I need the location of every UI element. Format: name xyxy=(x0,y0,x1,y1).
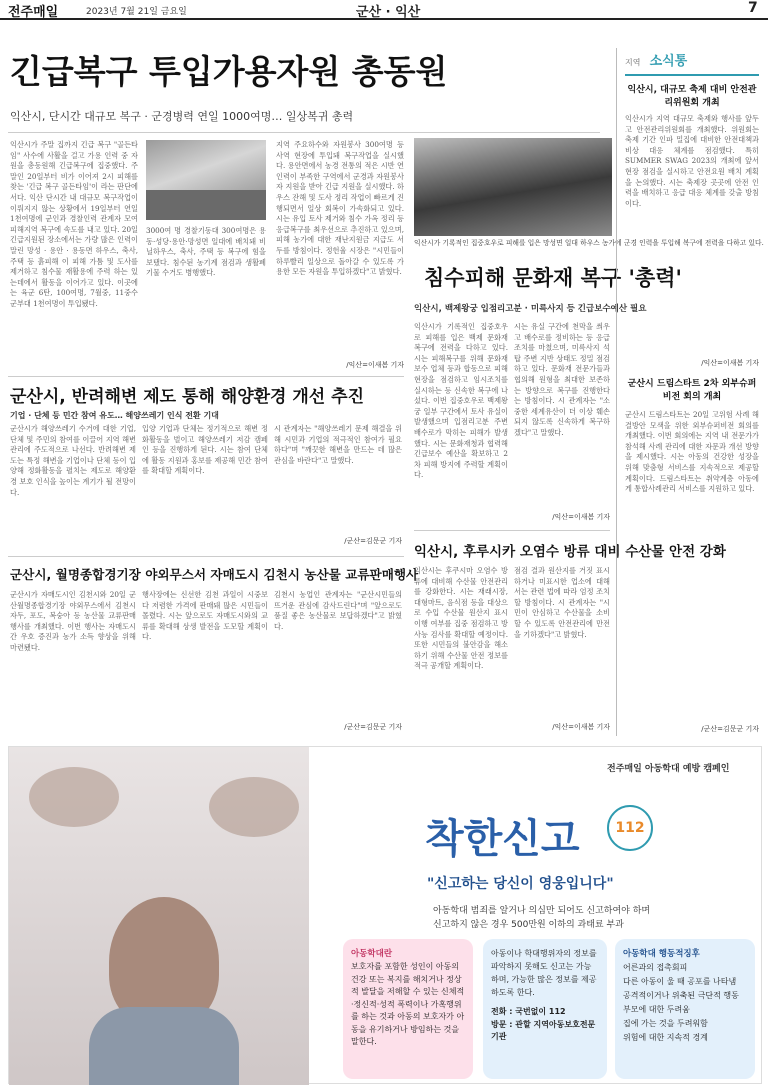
card1-title: 아동학대란 xyxy=(351,949,393,959)
divider xyxy=(8,556,404,557)
byline-a2: /익산=이새봄 기자 xyxy=(552,513,610,521)
ad-desc1: 아동학대 범죄를 알거나 의심만 되어도 신고하여야 하며 xyxy=(433,906,651,916)
photo-flood-damage xyxy=(146,140,266,220)
ad-slogan: "신고하는 당신이 영웅입니다" xyxy=(427,876,614,892)
byline-a4: /군산=김문군 기자 xyxy=(344,537,402,545)
divider xyxy=(8,132,600,133)
list-item: 공격적이거나 위축된 극단적 행동 xyxy=(623,991,739,1000)
card2-visit: 방문 : 관할 지역아동보호전문기관 xyxy=(491,1020,596,1041)
photo-caption: 익산시가 기록적인 집중호우로 피해를 입은 망성면 일대 하우스 농가에 군경 인력을 투입해 복구에 전력을 다하고 있다. xyxy=(414,239,764,247)
article-a5-col1: 군산시가 자매도시인 김천시와 20일 군산월명종합경기장 야외무스에서 김천시 자두, 포도, 복숭아 등 농산물 교류판매행사를 개최했다. 이번 행사는 자매도시 간 우호 증진과 농가 소득 향상을 위해 마련됐다. xyxy=(10,590,136,652)
article-a4-col3: 시 관계자는 "해양쓰레기 문제 해결을 위해 시민과 기업의 적극적인 참여가 필요하다"며 "깨끗한 해변을 만드는 데 많은 관심을 바란다"고 말했다. xyxy=(274,424,402,465)
article-a4-col2: 입양 기업과 단체는 정기적으로 해변 정화활동을 벌이고 해양쓰레기 저감 캠페인 등을 진행하게 된다. 시는 참여 단체에 활동 지원과 홍보를 제공해 민간 참여를 확대할 계획이다. xyxy=(142,424,268,476)
headline-a5: 군산시, 월명종합경기장 야외무스서 자매도시 김천시 농산물 교류판매행사 xyxy=(10,567,419,582)
article-a2-col1: 익산시가 기록적인 집중호우로 피해를 입은 백제 문화재 복구에 전력을 다하고 있다. 시는 피해복구를 위해 문화재 보수 업체 등과 합동으로 피해 현장을 점검하고 임시조치를 실시하는 등 신속한 복구에 나섰다. 이번 집중호우로 백제왕궁 일부 구간에서 토사 유실이 발생했으며 입점리고분 주변 배수로가 막히는 피해가 발생했다. 시는 문화재청과 협력해 긴급보수 예산을 확보하고 2차 피해 방지에 주력할 계획이다. xyxy=(414,322,508,480)
article-a3-col1: 익산시는 후쿠시마 오염수 방류에 대비해 수산물 안전관리를 강화한다. 시는 재래시장, 대형마트, 음식점 등을 대상으로 수입 수산물 원산지 표시 이행 여부를 집중 점검하고 방사능 검사를 확대할 예정이다. 또한 시민들의 불안감을 해소하기 위해 수산물 안전 정보를 적극 공개할 계획이다. xyxy=(414,566,508,671)
sidebar-news2-byline: /군산=김문군 기자 xyxy=(701,725,759,733)
byline-a3: /익산=이새봄 기자 xyxy=(552,723,610,731)
sidebar-title: 소식통 xyxy=(649,54,688,69)
sidebar-header xyxy=(625,50,759,76)
masthead xyxy=(0,0,768,20)
article-a1-col1: 익산시가 주말 집까지 긴급 복구 "골든타임" 사수에 사활을 걸고 가용 인력 중 자원을 총동원해 긴급복구에 집중했다. 주말인 20일부터 비가 이어져 2시 피해를 찾는 '긴급 복구 골든타임'이 라는 판단에서다. 익산 단시간 내 대규모 복구작업이 이뤄지지 않는 상황에서 19일부터 연일 1천여명에 군인과 경찰인력 관계자 모여 피해지역 복구에 속도를 내고 있다. 20일 긴급지원된 장소에서는 가량 많은 인력이 말린 망성 · 용안 · 용동면 하우스, 축사, 주택 등 흙피해 이 피해 가툼 및 도사를 제거하고 침수물 재활용에 주력 하는 있는데에서 활동을 이어가고 있다. 이곳에는 육군 6탄, 100여명, 7월중, 11중수 군부대 1천여명이 투입됐다. xyxy=(10,140,138,308)
headline-a4: 군산시, 반려해변 제도 통해 해양환경 개선 추진 xyxy=(10,387,364,407)
list-item: 어른과의 접촉회피 xyxy=(623,963,688,972)
newspaper-logo: 전주매일 xyxy=(8,5,59,20)
byline-a5: /군산=김문군 기자 xyxy=(344,723,402,731)
sidebar-tag: 지역 xyxy=(625,58,641,67)
card-definition xyxy=(343,939,473,1079)
subheadline-a2: 익산시, 백제왕궁 입점리고분 · 미륵사지 등 긴급보수예산 필요 xyxy=(414,304,647,314)
article-a5-col2: 행사장에는 신선한 김천 과일이 시중보다 저렴한 가격에 판매돼 많은 시민들이 몰렸다. 시는 앞으로도 자매도시와의 교류를 확대해 상생 발전을 도모할 계획이다. xyxy=(142,590,268,642)
ad-campaign-label: 전주매일 아동학대 예방 캠페인 xyxy=(607,764,730,774)
article-a1-col2: 지역 주요하수와 자원봉사 300여명 등 사역 현장에 투입돼 복구작업을 실시했다. 용안면에서 농경 전통의 적은 시반 연 인력이 부족한 구역에서 군경과 자원봉사자 지원을 받아 긴급 지원을 실시했다. 하우스 잔해 및 도사 정리 작업이 빠르게 진행되면서 일상 회복이 가속화되고 있다. 시는 유입 토사 제거와 침수 가옥 정리 등 응급복구를 최우선으로 추진하고 있으며, 피해 농가에 대한 재난지원금 지급도 서두를 방침이다. 정헌율 시장은 "시민들이 하루빨리 일상으로 돌아갈 수 있도록 가용한 모든 자원을 투입하겠다"고 밝혔다. xyxy=(276,140,404,277)
list-item: 위험에 대한 지속적 경계 xyxy=(623,1033,708,1042)
subheadline-a1: 익산시, 단시간 대규모 복구 · 군경병력 연일 1000여명… 일상복귀 총력 xyxy=(10,110,354,123)
headline-a1: 긴급복구 투입가용자원 총동원 xyxy=(10,52,448,91)
list-item: 부모에 대한 두려움 xyxy=(623,1005,690,1014)
sidebar-news xyxy=(616,48,762,736)
sidebar-news1-byline: /익산=이새봄 기자 xyxy=(701,359,759,367)
sidebar-news1-title: 익산시, 대규모 축제 대비 안전관리위원회 개최 xyxy=(627,85,757,108)
card-how-to-report xyxy=(483,939,607,1079)
ad-child-abuse-campaign xyxy=(8,746,762,1084)
ad-photo-crying-child xyxy=(9,747,309,1085)
card1-body: 보호자를 포함한 성인이 아동의 건강 또는 복지를 해치거나 정상적 발달을 저해할 수 있는 신체적·정신적·성적 폭력이나 가혹행위를 하는 것과 아동의 보호자가 아동을 유기하거나 방임하는 것을 말한다. xyxy=(351,962,465,1046)
section-title: 군산 · 익산 xyxy=(356,5,421,20)
card2-body: 아동이나 학대행위자의 정보를 파악하지 못해도 신고는 가능하며, 가능한 많은 정보를 제공하도록 한다. xyxy=(491,949,597,997)
sidebar-news2-title: 군산시 드림스타트 2차 외부슈퍼비전 회의 개최 xyxy=(627,379,757,402)
sidebar-news2-body: 군산시 드림스타트는 20일 고위험 사례 해결방안 모색을 위한 외부슈퍼비전 회의를 개최했다. 이번 회의에는 지역 내 전문가가 참석해 사례 관리에 대한 자문과 개선 방향을 제시했다. 시는 아동의 건강한 성장을 위해 맞춤형 서비스를 지속적으로 제공할 계획이다. 드림스타트는 취약계층 아동에게 통합사례관리 서비스를 지원하고 있다. xyxy=(625,410,759,494)
card2-phone: 전화 : 국번없이 112 xyxy=(491,1007,566,1016)
issue-date: 2023년 7월 21일 금요일 xyxy=(86,7,187,17)
divider xyxy=(8,376,404,377)
page-number: 7 xyxy=(748,0,758,16)
sidebar-news1-body: 익산시가 지역 대규모 축제와 행사를 앞두고 안전관리위원회를 개최했다. 위원회는 축제 기간 인파 밀집에 대비한 안전대책과 비상 대응 체계를 점검했다. 특히 SUMMER SWAG 2023의 개최에 앞서 현장 점검을 실시하고 안전요원 배치 계획을 논의했다. 시는 축제장 곳곳에 안전 인력을 배치하고 응급 대응 체계를 갖출 방침이다. xyxy=(625,114,759,208)
subheadline-a4: 기업 · 단체 등 민간 참여 유도… 해양쓰레기 인식 전환 기대 xyxy=(10,411,219,420)
list-item: 집에 가는 것을 두려워함 xyxy=(623,1019,708,1028)
article-a5-col3: 김천시 농업인 관계자는 "군산시민들의 뜨거운 관심에 감사드린다"며 "앞으로도 품질 좋은 농산물로 보답하겠다"고 밝혔다. xyxy=(274,590,402,631)
article-a3-col2: 점검 결과 원산지를 거짓 표시하거나 미표시한 업소에 대해서는 관련 법에 따라 엄정 조치할 방침이다. 시 관계자는 "시민이 안심하고 수산물을 소비할 수 있도록 안전관리에 만전을 기하겠다"고 밝혔다. xyxy=(514,566,610,639)
headline-a2: 침수피해 문화재 복구 '총력' xyxy=(424,266,682,290)
article-a2-col2: 시는 유실 구간에 천막을 씌우고 배수로를 정비하는 등 응급조치를 마쳤으며, 미륵사지 석탑 주변 지반 상태도 정밀 점검하고 있다. 문화재 전문가들과 협의해 원형을 최대한 보존하는 방향으로 복구를 진행한다는 방침이다. 시 관계자는 "소중한 세계유산이 더 이상 훼손되지 않도록 신속하게 복구하겠다"고 말했다. xyxy=(514,322,610,437)
badge-112: 112 xyxy=(607,805,653,851)
article-a1-col3: 3000여 명 경찰기동대 300여명은 용동·성당·용안·망성면 일대에 배치돼 비닐하우스, 축사, 주택 등 복구에 힘을 보탰다. 침수된 농기계 점검과 생활폐기물 수거도 병행했다. xyxy=(146,226,266,278)
byline-a1: /익산=이새봄 기자 xyxy=(346,361,404,369)
headline-a3: 익산시, 후루시카 오염수 방류 대비 수산물 안전 강화 xyxy=(414,544,726,560)
ad-title: 착한신고 xyxy=(425,816,580,862)
divider xyxy=(414,530,610,531)
ad-desc2: 신고하지 않은 경우 500만원 이하의 과태료 부과 xyxy=(433,920,624,930)
article-a4-col1: 군산시가 해양쓰레기 수거에 대한 기업, 단체 및 주민의 참여를 이끌어 지역 해변 관리에 주도적으로 나선다. 반려해변 제도는 특정 해변을 기업이나 단체 등이 입양해 정화활동을 펼치는 제도로 해양환경 보호 인식을 높이는 계기가 될 전망이다. xyxy=(10,424,136,497)
photo-greenhouse xyxy=(414,138,612,236)
card3-list xyxy=(623,961,747,1045)
card3-title: 아동학대 행동적징후 xyxy=(623,949,700,959)
card-signs xyxy=(615,939,755,1079)
list-item: 다른 아동이 울 때 공포를 나타냄 xyxy=(623,977,737,986)
